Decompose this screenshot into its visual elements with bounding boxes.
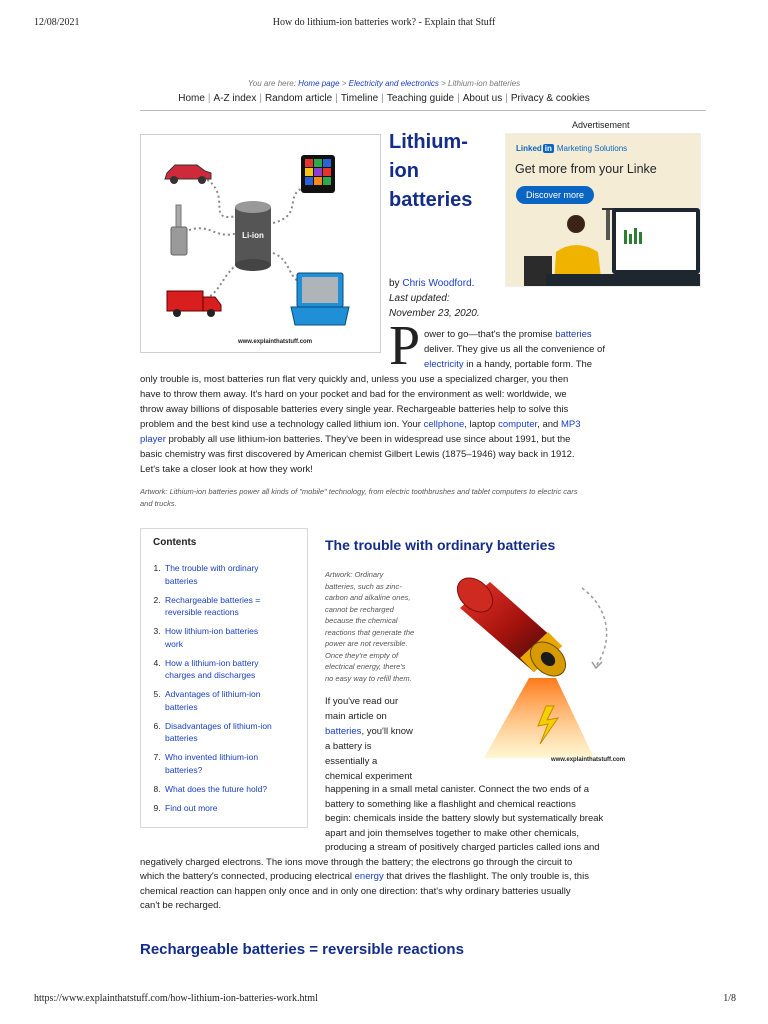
ad-headline: Get more from your Linke (515, 162, 657, 176)
ad-label: Advertisement (572, 120, 630, 130)
toc-item (163, 720, 298, 745)
energy-link[interactable]: energy (354, 871, 384, 882)
body-line: apart and join themselves together to make other chemicals, (325, 828, 579, 839)
body-line: can't be recharged. (140, 900, 222, 911)
intro-line: Let's take a closer look at how they work! (140, 464, 313, 475)
tablet-icon (301, 155, 335, 193)
intro-line: only trouble is, most batteries run flat very quickly and, unless you use a specialized charger, you then (140, 374, 569, 385)
toc-link-advantages[interactable]: Advantages of lithium-ion batteries (165, 689, 261, 712)
nav-a-z-index[interactable]: A-Z index (213, 93, 257, 104)
batteries-link[interactable]: batteries (555, 329, 592, 340)
body-line: essentially a (325, 756, 378, 767)
drop-cap: P (389, 315, 421, 377)
intro-line: electricity in a handy, portable form. The (424, 359, 593, 370)
nav-privacy-cookies[interactable]: Privacy & cookies (510, 93, 590, 104)
nav-home[interactable]: Home (178, 93, 205, 104)
discover-more-button[interactable]: Discover more (516, 186, 594, 204)
nav-about-us[interactable]: About us (462, 93, 503, 104)
intro-line: have to throw them away. It's hard on your pocket and bad for the environment as well: worldwide, we (140, 389, 567, 400)
mp3-player-link[interactable]: MP3 (560, 419, 581, 430)
hero-caption: Artwork: Lithium-ion batteries power all kinds of "mobile" technology, from electric toothbrushes and tablet computers to electric cars and trucks. (140, 487, 578, 508)
breadcrumb-separator: > (438, 79, 449, 88)
toc-link-rechargeable-batteries[interactable]: Rechargeable batteries = reversible reactions (165, 594, 261, 617)
battery-art-watermark: www.explainthatstuff.com (550, 757, 626, 763)
print-page-title: How do lithium-ion batteries work? - Explain that Stuff (272, 17, 496, 28)
body-line: battery to something like a flashlight and chemical reactions (325, 799, 576, 810)
laptop-icon (291, 273, 349, 325)
title-line: batteries (389, 189, 473, 211)
body-line: producing a stream of positively charged particles called ions and (325, 842, 600, 853)
body-line: which the battery's connected, producing electrical energy that drives the flashlight. The only trouble is, this (140, 871, 589, 882)
toc-heading: Contents (153, 537, 197, 548)
breadcrumb-section-link[interactable]: Electricity and electronics (348, 79, 439, 88)
intro-line: ower to go—that's the promise batteries (424, 329, 592, 340)
toc-link-find-out-more[interactable]: Find out more (165, 802, 218, 813)
last-updated-date: November 23, 2020. (389, 308, 480, 319)
breadcrumb (0, 79, 768, 88)
toc-item (163, 562, 298, 587)
toc-item (163, 657, 298, 682)
toc-link-how-they-work[interactable]: How lithium-ion batteries work (165, 626, 259, 649)
advertisement[interactable] (505, 133, 701, 287)
nav-divider (140, 110, 706, 111)
print-url: https://www.explainthatstuff.com/how-lithium-ion-batteries-work.html (34, 993, 318, 1004)
computer-link[interactable]: computer (498, 419, 538, 430)
breadcrumb-current: Lithium-ion batteries (448, 79, 521, 88)
toc-link-future[interactable]: What does the future hold? (165, 783, 268, 794)
toc-item (163, 783, 298, 796)
intro-line: throw away billions of disposable batteries every single year. Rechargeable batteries help to solve this (140, 404, 569, 415)
print-page-number: 1/8 (723, 993, 736, 1004)
body-line: negatively charged electrons. The ions move through the battery; the electrons go through the circuit to (140, 857, 573, 868)
li-ion-cell-icon (235, 201, 271, 271)
hero-artwork (140, 134, 381, 353)
body-line: main article on (325, 711, 387, 722)
truck-icon (167, 291, 221, 317)
breadcrumb-separator: > (339, 79, 349, 88)
section-heading: The trouble with ordinary batteries (325, 537, 556, 553)
toc-link-who-invented[interactable]: Who invented lithium-ion batteries? (165, 752, 259, 775)
battery-caption: Artwork: Ordinary batteries, such as zinc- carbon and alkaline ones, cannot be recharged because the chemical reactions that generate the power are not reversible. Once they're empty of electrical energy, there's no easy way to refill them. (325, 570, 415, 683)
intro-line: player probably all use lithium-ion batteries. They've been in widespread use since about 1991, but the (140, 434, 571, 445)
body-line: a battery is (325, 741, 372, 752)
body-line: chemical experiment (325, 771, 413, 782)
batteries-article-link[interactable]: batteries (325, 726, 362, 737)
toothbrush-icon (171, 205, 187, 255)
intro-line: deliver. They give us all the convenience of (424, 344, 605, 355)
toc-item (163, 688, 298, 713)
nav-timeline[interactable]: Timeline (340, 93, 379, 104)
battery-artwork (434, 568, 634, 766)
toc-list (149, 562, 298, 821)
last-updated-label: Last updated: (389, 293, 450, 304)
toc-link-disadvantages[interactable]: Disadvantages of lithium-ion batteries (165, 720, 272, 743)
cellphone-link[interactable]: cellphone (423, 419, 465, 430)
toc-item (163, 802, 298, 815)
body-line: batteries, you'll know (325, 726, 413, 737)
section-heading: Rechargeable batteries = reversible reactions (140, 941, 464, 958)
body-line: chemical reaction can happen only once and in only one direction: that's why ordinary batteries usually (140, 886, 571, 897)
body-line: begin: chemicals inside the battery slowly but systematically break (325, 813, 604, 824)
toc-link-charges-discharges[interactable]: How a lithium-ion battery charges and discharges (165, 657, 259, 680)
electricity-link[interactable]: electricity (424, 359, 464, 370)
print-date: 12/08/2021 (34, 17, 80, 28)
title-line: Lithium- (389, 131, 468, 153)
breadcrumb-home-link[interactable]: Home page (298, 79, 340, 88)
toc-link-trouble-with-ordinary-batteries[interactable]: The trouble with ordinary batteries (165, 563, 259, 586)
linkedin-logo: Linked in Marketing Solutions (516, 144, 628, 153)
top-nav: Home | A-Z index | Random article | Timeline | Teaching guide | About us | Privacy & cookies (178, 93, 590, 104)
nav-teaching-guide[interactable]: Teaching guide (386, 93, 455, 104)
byline-by: by (389, 278, 403, 289)
intro-line: problem and the best kind use a technology called lithium ion. Your cellphone, laptop computer, and MP3 (140, 419, 581, 430)
toc-item (163, 625, 298, 650)
toc-item (163, 594, 298, 619)
toc-item (163, 751, 298, 776)
intro-line: basic chemistry was first discovered by American chemist Gilbert Lewis (1875–1946) way back in 1912. (140, 449, 575, 460)
byline: by Chris Woodford. Last updated: November 23, 2020. (389, 278, 480, 319)
body-line: If you've read our (325, 696, 399, 707)
mp3-player-link[interactable]: player (140, 434, 166, 445)
body-line: happening in a small metal canister. Connect the two ends of a (325, 784, 590, 795)
author-link[interactable]: Chris Woodford (402, 278, 472, 289)
title-line: ion (389, 160, 419, 182)
li-ion-label: Li-ion (242, 231, 264, 240)
breadcrumb-prefix: You are here: (247, 79, 299, 88)
article-title (389, 128, 499, 215)
hero-watermark: www.explainthatstuff.com (237, 339, 313, 345)
car-icon (165, 165, 211, 184)
table-of-contents (140, 528, 308, 828)
nav-random-article[interactable]: Random article (264, 93, 333, 104)
